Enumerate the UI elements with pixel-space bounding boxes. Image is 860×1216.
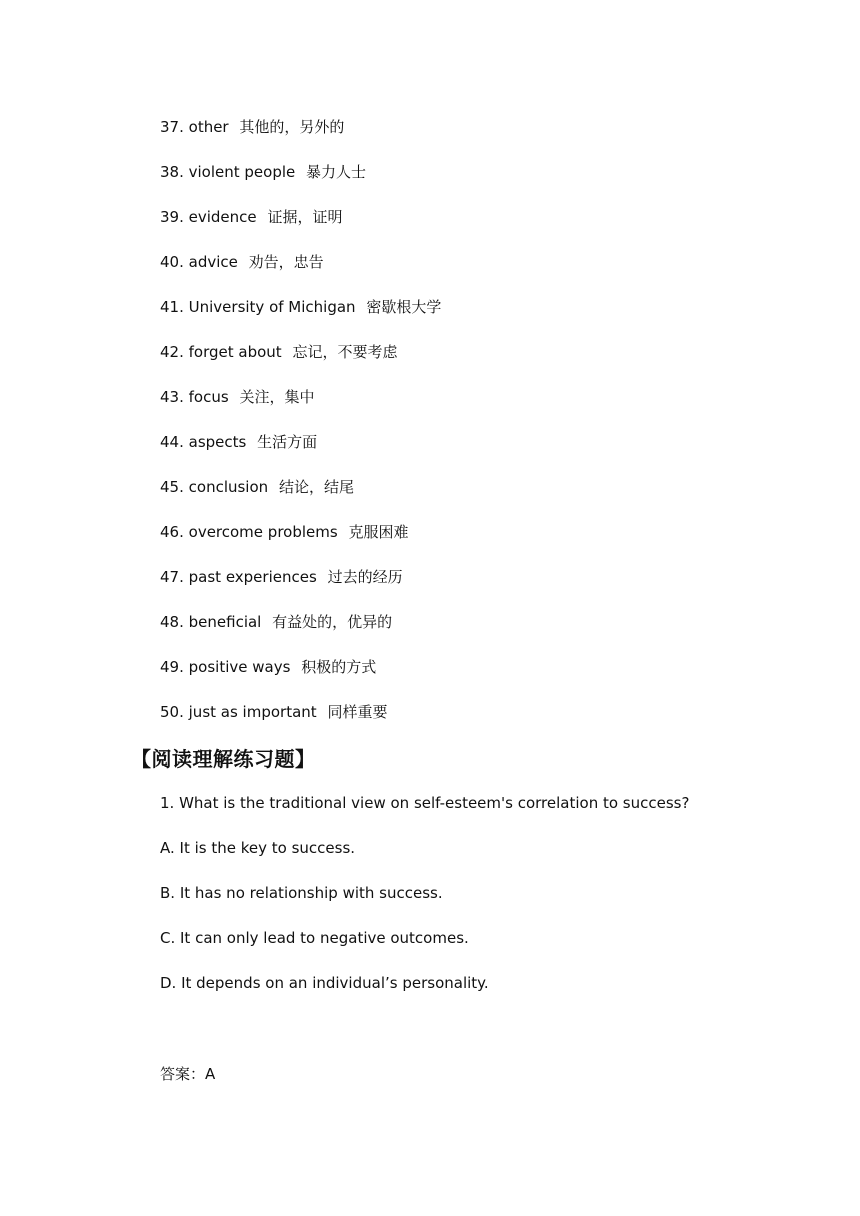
vocab-number: 47.: [160, 568, 184, 586]
vocab-number: 45.: [160, 478, 184, 496]
vocab-term: just as important: [188, 703, 317, 721]
vocab-meaning: 密歇根大学: [366, 298, 442, 316]
vocabulary-list: [160, 114, 441, 744]
question-text: 1. What is the traditional view on self-esteem's correlation to success?: [160, 794, 690, 812]
vocab-item: [160, 654, 441, 699]
vocab-item: [160, 519, 441, 564]
vocab-term: University of Michigan: [188, 298, 356, 316]
vocab-item: [160, 474, 441, 519]
vocab-meaning: 忘记，不要考虑: [292, 343, 398, 361]
section-heading: 【阅读理解练习题】: [131, 747, 316, 771]
vocab-term: past experiences: [188, 568, 317, 586]
vocab-item: [160, 564, 441, 609]
vocab-item: [160, 429, 441, 474]
vocab-term: beneficial: [188, 613, 262, 631]
vocab-meaning: 同样重要: [327, 703, 388, 721]
vocab-meaning: 有益处的，优异的: [272, 613, 393, 631]
vocab-item: [160, 204, 441, 249]
reading-question: [160, 790, 689, 1015]
vocab-meaning: 积极的方式: [301, 658, 377, 676]
vocab-number: 49.: [160, 658, 184, 676]
vocab-meaning: 其他的，另外的: [239, 118, 345, 136]
vocab-meaning: 证据，证明: [267, 208, 343, 226]
option-d: D. It depends on an individual’s personality.: [160, 974, 489, 992]
vocab-item: [160, 114, 441, 159]
vocab-number: 39.: [160, 208, 184, 226]
vocab-item: [160, 699, 441, 744]
vocab-meaning: 劝告，忠告: [248, 253, 324, 271]
vocab-meaning: 关注，集中: [239, 388, 315, 406]
vocab-item: [160, 609, 441, 654]
option-c: C. It can only lead to negative outcomes.: [160, 929, 469, 947]
vocab-term: overcome problems: [188, 523, 338, 541]
vocab-meaning: 克服困难: [348, 523, 409, 541]
vocab-item: [160, 249, 441, 294]
vocab-term: advice: [188, 253, 238, 271]
answer-text: 答案：A: [160, 1065, 216, 1083]
vocab-meaning: 生活方面: [257, 433, 318, 451]
vocab-number: 48.: [160, 613, 184, 631]
vocab-item: [160, 294, 441, 339]
vocab-term: conclusion: [188, 478, 269, 496]
vocab-number: 42.: [160, 343, 184, 361]
option-b: B. It has no relationship with success.: [160, 884, 443, 902]
vocab-number: 43.: [160, 388, 184, 406]
vocab-term: violent people: [188, 163, 296, 181]
vocab-meaning: 暴力人士: [306, 163, 367, 181]
vocab-meaning: 过去的经历: [327, 568, 403, 586]
vocab-number: 46.: [160, 523, 184, 541]
vocab-number: 44.: [160, 433, 184, 451]
vocab-number: 41.: [160, 298, 184, 316]
vocab-number: 50.: [160, 703, 184, 721]
vocab-term: forget about: [188, 343, 282, 361]
vocab-term: focus: [188, 388, 229, 406]
vocab-term: aspects: [188, 433, 247, 451]
vocab-item: [160, 159, 441, 204]
vocab-term: positive ways: [188, 658, 291, 676]
option-a: A. It is the key to success.: [160, 839, 356, 857]
vocab-meaning: 结论，结尾: [278, 478, 354, 496]
vocab-number: 40.: [160, 253, 184, 271]
vocab-item: [160, 384, 441, 429]
vocab-number: 37.: [160, 118, 184, 136]
vocab-term: evidence: [188, 208, 257, 226]
vocab-item: [160, 339, 441, 384]
vocab-number: 38.: [160, 163, 184, 181]
vocab-term: other: [188, 118, 229, 136]
